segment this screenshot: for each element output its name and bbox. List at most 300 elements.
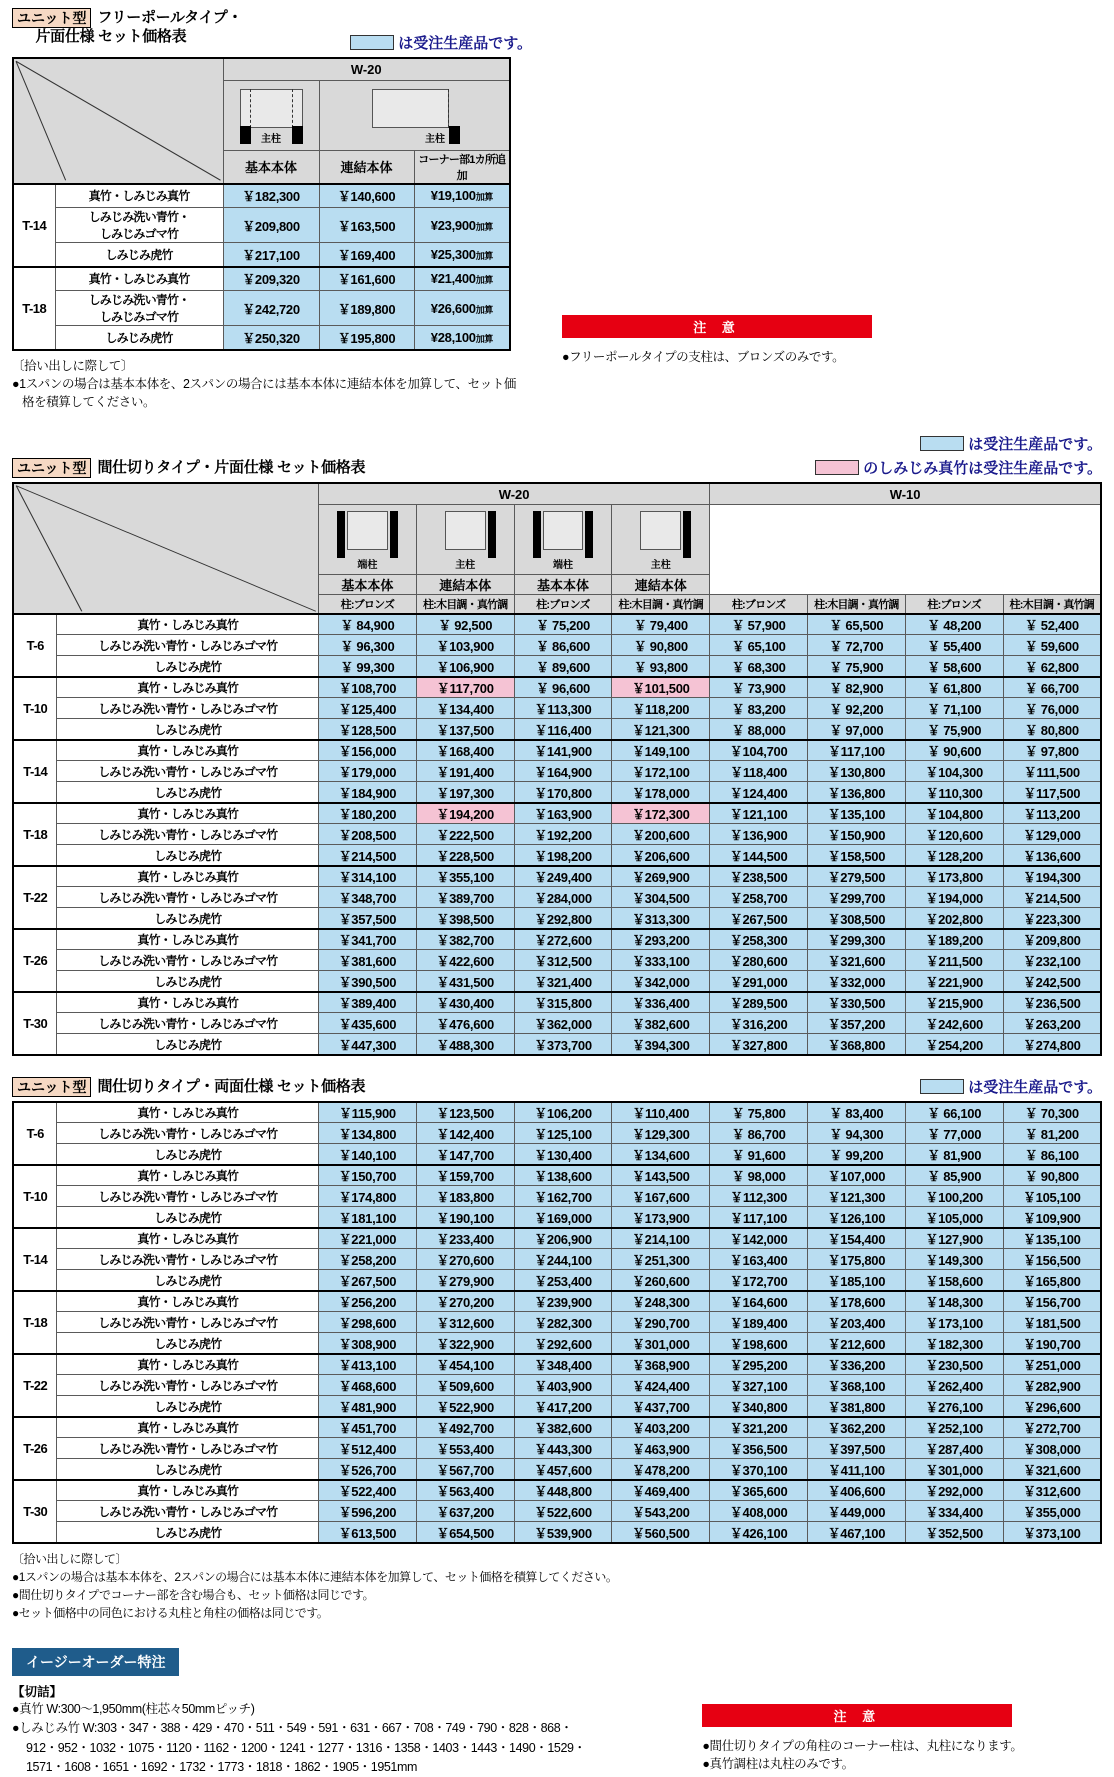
price-cell: ￥115,900 bbox=[319, 1102, 417, 1123]
price-cell: ￥113,300 bbox=[514, 698, 612, 719]
price-cell: ￥654,500 bbox=[416, 1522, 514, 1543]
price-cell: ￥463,900 bbox=[612, 1438, 710, 1459]
notice-text-table1: ●フリーポールタイプの支柱は、ブロンズのみです。 bbox=[562, 349, 845, 364]
tier-code-cell: T-10 bbox=[13, 677, 57, 740]
spec-cell: しみじみ虎竹 bbox=[57, 782, 319, 803]
price-cell: ￥301,000 bbox=[905, 1459, 1003, 1480]
table2-figure-2: 端柱 bbox=[514, 505, 612, 575]
price-cell: ￥ 93,800 bbox=[612, 656, 710, 677]
price-cell: ￥181,500 bbox=[1003, 1312, 1101, 1333]
price-cell: ￥312,600 bbox=[1003, 1480, 1101, 1501]
price-cell: ￥195,800 bbox=[319, 326, 414, 350]
spec-cell: 真竹・しみじみ真竹 bbox=[57, 614, 319, 635]
spec-cell: しみじみ洗い青竹・しみじみゴマ竹 bbox=[57, 950, 319, 971]
price-cell: ￥180,200 bbox=[319, 803, 417, 824]
price-cell: ￥107,000 bbox=[807, 1165, 905, 1186]
price-cell: ￥190,700 bbox=[1003, 1333, 1101, 1354]
price-cell: ￥381,800 bbox=[807, 1396, 905, 1417]
price-cell: ￥292,000 bbox=[905, 1480, 1003, 1501]
price-cell: ￥105,000 bbox=[905, 1207, 1003, 1228]
price-cell: ￥348,700 bbox=[319, 887, 417, 908]
price-cell: ￥121,300 bbox=[612, 719, 710, 740]
price-cell: ￥236,500 bbox=[1003, 992, 1101, 1013]
price-cell: ￥238,500 bbox=[710, 866, 808, 887]
price-cell: ￥ 97,000 bbox=[807, 719, 905, 740]
legend-blue-text-3: は受注生産品です。 bbox=[968, 1078, 1102, 1096]
tier-code-cell: T-18 bbox=[13, 803, 57, 866]
price-cell: ￥272,700 bbox=[1003, 1417, 1101, 1438]
table2-col-label-5: 柱:木目調・真竹調 bbox=[807, 595, 905, 614]
tier-code-cell: T-26 bbox=[13, 1417, 57, 1480]
price-cell: ￥382,600 bbox=[514, 1417, 612, 1438]
price-cell: ￥ 58,600 bbox=[905, 656, 1003, 677]
price-cell: ￥292,600 bbox=[514, 1333, 612, 1354]
price-cell: ￥168,400 bbox=[416, 740, 514, 761]
price-cell: ￥ 75,900 bbox=[905, 719, 1003, 740]
spec-cell: しみじみ虎竹 bbox=[57, 1207, 319, 1228]
price-cell: ￥223,300 bbox=[1003, 908, 1101, 929]
price-cell: ￥ 66,700 bbox=[1003, 677, 1101, 698]
tier-code-cell: T-14 bbox=[13, 1228, 57, 1291]
price-cell: ￥270,200 bbox=[416, 1291, 514, 1312]
price-cell: ￥137,500 bbox=[416, 719, 514, 740]
price-cell: ￥174,800 bbox=[319, 1186, 417, 1207]
price-cell: ￥158,600 bbox=[905, 1270, 1003, 1291]
price-cell: ￥ 75,800 bbox=[710, 1102, 808, 1123]
price-cell: ￥185,100 bbox=[807, 1270, 905, 1291]
spec-cell: しみじみ洗い青竹・しみじみゴマ竹 bbox=[57, 1186, 319, 1207]
price-cell: ￥ 77,000 bbox=[905, 1123, 1003, 1144]
price-cell: ￥130,400 bbox=[514, 1144, 612, 1165]
price-cell: ￥373,100 bbox=[1003, 1522, 1101, 1543]
price-cell: ￥370,100 bbox=[710, 1459, 808, 1480]
price-cell: ￥336,400 bbox=[612, 992, 710, 1013]
price-cell: ￥169,400 bbox=[319, 243, 414, 267]
price-cell: ￥ 91,600 bbox=[710, 1144, 808, 1165]
price-cell: ￥543,200 bbox=[612, 1501, 710, 1522]
legend-blue-table3 bbox=[920, 1076, 1102, 1097]
table-row bbox=[13, 326, 510, 350]
price-cell: ￥454,100 bbox=[416, 1354, 514, 1375]
price-cell: ￥ 70,300 bbox=[1003, 1102, 1101, 1123]
price-cell: ¥23,900加算 bbox=[414, 208, 510, 243]
price-cell: ￥ 98,000 bbox=[710, 1165, 808, 1186]
price-cell: ￥327,100 bbox=[710, 1375, 808, 1396]
price-cell: ￥352,500 bbox=[905, 1522, 1003, 1543]
price-cell: ￥290,700 bbox=[612, 1312, 710, 1333]
price-cell: ￥596,200 bbox=[319, 1501, 417, 1522]
price-cell: ￥135,100 bbox=[1003, 1228, 1101, 1249]
price-cell: ￥312,600 bbox=[416, 1312, 514, 1333]
spec-cell: しみじみ虎竹 bbox=[57, 1459, 319, 1480]
price-cell: ¥21,400加算 bbox=[414, 267, 510, 291]
price-cell: ￥239,900 bbox=[514, 1291, 612, 1312]
price-cell: ￥169,000 bbox=[514, 1207, 612, 1228]
table2-width-header-1: W-10 bbox=[710, 483, 1101, 505]
table2-col-label-7: 柱:木目調・真竹調 bbox=[1003, 595, 1101, 614]
tier-code-cell: T-18 bbox=[13, 1291, 57, 1354]
price-cell: ￥327,800 bbox=[710, 1034, 808, 1055]
price-cell: ￥356,500 bbox=[710, 1438, 808, 1459]
price-cell: ￥560,500 bbox=[612, 1522, 710, 1543]
price-cell: ￥101,500 bbox=[612, 677, 710, 698]
price-cell: ￥426,100 bbox=[710, 1522, 808, 1543]
price-cell: ￥ 65,100 bbox=[710, 635, 808, 656]
price-cell: ￥189,400 bbox=[710, 1312, 808, 1333]
price-cell: ￥104,800 bbox=[905, 803, 1003, 824]
blue-swatch-icon-3 bbox=[920, 1079, 964, 1094]
price-cell: ￥424,400 bbox=[612, 1375, 710, 1396]
spec-cell: しみじみ洗い青竹・しみじみゴマ竹 bbox=[57, 1013, 319, 1034]
spec-cell: しみじみ虎竹 bbox=[57, 1144, 319, 1165]
price-cell: ￥138,600 bbox=[514, 1165, 612, 1186]
price-cell: ￥189,200 bbox=[905, 929, 1003, 950]
table-row bbox=[13, 1291, 1101, 1312]
spec-cell: 真竹・しみじみ真竹 bbox=[57, 992, 319, 1013]
spec-cell: 真竹・しみじみ真竹 bbox=[57, 1417, 319, 1438]
price-cell: ¥25,300加算 bbox=[414, 243, 510, 267]
price-cell: ￥ 66,100 bbox=[905, 1102, 1003, 1123]
price-cell: ￥ 89,600 bbox=[514, 656, 612, 677]
tier-code-cell: T-30 bbox=[13, 1480, 57, 1543]
table3-footnote-1: ●1スパンの場合は基本本体を、2スパンの場合には基本本体に連結本体を加算して、セット価格を積算してください。 bbox=[12, 1569, 618, 1584]
price-cell: ￥282,900 bbox=[1003, 1375, 1101, 1396]
tier-code-cell: T-22 bbox=[13, 1354, 57, 1417]
tier-code-cell: T-22 bbox=[13, 866, 57, 929]
price-cell: ￥136,600 bbox=[1003, 845, 1101, 866]
price-cell: ￥202,800 bbox=[905, 908, 1003, 929]
table3-footnote-2: ●間仕切りタイプでコーナー部を含む場合も、セット価格は同じです。 bbox=[12, 1587, 375, 1602]
table2-body-label-0: 基本本体 bbox=[319, 575, 417, 595]
table-row bbox=[13, 291, 510, 326]
spec-cell: しみじみ洗い青竹・しみじみゴマ竹 bbox=[57, 1312, 319, 1333]
table-row bbox=[13, 614, 1101, 635]
easy-order-line2: ●しみじみ竹 W:303・347・388・429・470・511・549・591・631・667・708・749・790・828・868・ bbox=[12, 1721, 573, 1736]
price-cell: ￥ 80,800 bbox=[1003, 719, 1101, 740]
price-cell: ￥272,600 bbox=[514, 929, 612, 950]
spec-cell: しみじみ虎竹 bbox=[55, 243, 223, 267]
price-cell: ￥312,500 bbox=[514, 950, 612, 971]
table1-pillar-label-basic: 主柱 bbox=[261, 133, 281, 145]
price-cell: ￥304,500 bbox=[612, 887, 710, 908]
price-cell: ￥316,200 bbox=[710, 1013, 808, 1034]
price-cell: ￥274,800 bbox=[1003, 1034, 1101, 1055]
price-cell: ￥214,100 bbox=[612, 1228, 710, 1249]
spec-cell: 真竹・しみじみ真竹 bbox=[55, 267, 223, 291]
price-cell: ￥451,700 bbox=[319, 1417, 417, 1438]
price-cell: ￥263,200 bbox=[1003, 1013, 1101, 1034]
price-cell: ￥403,200 bbox=[612, 1417, 710, 1438]
table-row bbox=[13, 1354, 1101, 1375]
price-cell: ￥167,600 bbox=[612, 1186, 710, 1207]
price-cell: ￥200,600 bbox=[612, 824, 710, 845]
table2-figure-3: 主柱 bbox=[612, 505, 710, 575]
table-row bbox=[13, 1123, 1101, 1144]
table3-title bbox=[12, 1077, 365, 1097]
easy-order-line3: 912・952・1032・1075・1120・1162・1200・1241・1277・1316・1358・1403・1443・1490・1529・ bbox=[26, 1740, 586, 1755]
price-cell: ￥ 85,900 bbox=[905, 1165, 1003, 1186]
easy-order-line4: 1571・1608・1651・1692・1732・1773・1818・1862・1905・1951mm bbox=[26, 1760, 418, 1774]
spec-cell: しみじみ洗い青竹・しみじみゴマ竹 bbox=[57, 698, 319, 719]
price-cell: ￥149,100 bbox=[612, 740, 710, 761]
price-cell: ￥ 75,900 bbox=[807, 656, 905, 677]
price-cell: ￥403,900 bbox=[514, 1375, 612, 1396]
price-cell: ￥232,100 bbox=[1003, 950, 1101, 971]
price-cell: ￥357,500 bbox=[319, 908, 417, 929]
price-cell: ￥233,400 bbox=[416, 1228, 514, 1249]
price-cell: ￥116,400 bbox=[514, 719, 612, 740]
price-cell: ￥406,600 bbox=[807, 1480, 905, 1501]
price-cell: ￥206,600 bbox=[612, 845, 710, 866]
price-cell: ￥448,800 bbox=[514, 1480, 612, 1501]
price-cell: ￥314,100 bbox=[319, 866, 417, 887]
price-cell: ￥112,300 bbox=[710, 1186, 808, 1207]
price-cell: ￥422,600 bbox=[416, 950, 514, 971]
price-cell: ￥117,700 bbox=[416, 677, 514, 698]
spec-cell: しみじみ虎竹 bbox=[55, 326, 223, 350]
price-cell: ￥134,600 bbox=[612, 1144, 710, 1165]
table1-footnote-1: ●1スパンの場合は基本本体を、2スパンの場合には基本本体に連結本体を加算して、セット価 bbox=[12, 376, 517, 391]
price-cell: ￥417,200 bbox=[514, 1396, 612, 1417]
table-row bbox=[13, 635, 1101, 656]
spec-cell: 真竹・しみじみ真竹 bbox=[57, 740, 319, 761]
price-cell: ￥198,600 bbox=[710, 1333, 808, 1354]
price-cell: ￥127,900 bbox=[905, 1228, 1003, 1249]
price-cell: ￥330,500 bbox=[807, 992, 905, 1013]
table-row bbox=[13, 971, 1101, 992]
price-cell: ￥158,500 bbox=[807, 845, 905, 866]
spec-cell: しみじみ虎竹 bbox=[57, 908, 319, 929]
price-cell: ￥106,200 bbox=[514, 1102, 612, 1123]
price-cell: ￥276,100 bbox=[905, 1396, 1003, 1417]
spec-cell: 真竹・しみじみ真竹 bbox=[57, 929, 319, 950]
price-cell: ￥215,900 bbox=[905, 992, 1003, 1013]
spec-cell: しみじみ虎竹 bbox=[57, 1396, 319, 1417]
price-cell: ￥368,800 bbox=[807, 1034, 905, 1055]
table1-col-0: 基本本体 bbox=[223, 150, 319, 184]
table1-width-header: W-20 bbox=[223, 58, 510, 80]
price-cell: ￥553,400 bbox=[416, 1438, 514, 1459]
price-cell: ￥135,100 bbox=[807, 803, 905, 824]
price-cell: ￥108,700 bbox=[319, 677, 417, 698]
table1-footnote-head: 〔拾い出しに際して〕 bbox=[12, 358, 134, 373]
price-cell: ￥413,100 bbox=[319, 1354, 417, 1375]
price-cell: ¥26,600加算 bbox=[414, 291, 510, 326]
table-row bbox=[13, 1270, 1101, 1291]
price-cell: ￥468,600 bbox=[319, 1375, 417, 1396]
price-cell: ￥365,600 bbox=[710, 1480, 808, 1501]
table-row bbox=[13, 740, 1101, 761]
tier-code-cell: T-14 bbox=[13, 184, 55, 267]
table1-figure-basic bbox=[223, 80, 319, 150]
price-cell: ￥ 99,200 bbox=[807, 1144, 905, 1165]
price-cell: ￥ 79,400 bbox=[612, 614, 710, 635]
table-row bbox=[13, 866, 1101, 887]
table2-col-label-6: 柱:ブロンズ bbox=[905, 595, 1003, 614]
price-cell: ￥172,100 bbox=[612, 761, 710, 782]
price-cell: ￥230,500 bbox=[905, 1354, 1003, 1375]
price-cell: ￥567,700 bbox=[416, 1459, 514, 1480]
spec-cell: しみじみ洗い青竹・ しみじみゴマ竹 bbox=[55, 291, 223, 326]
partition-single-price-table bbox=[12, 482, 1102, 1056]
price-cell: ￥279,900 bbox=[416, 1270, 514, 1291]
price-cell: ￥189,800 bbox=[319, 291, 414, 326]
price-cell: ￥613,500 bbox=[319, 1522, 417, 1543]
notice-bottom-line2: ●真竹調柱は丸柱のみです。 bbox=[702, 1757, 854, 1771]
table-row bbox=[13, 761, 1101, 782]
price-cell: ￥481,900 bbox=[319, 1396, 417, 1417]
price-cell: ￥256,200 bbox=[319, 1291, 417, 1312]
price-cell: ￥128,200 bbox=[905, 845, 1003, 866]
price-cell: ￥165,800 bbox=[1003, 1270, 1101, 1291]
table2-body-label-2: 基本本体 bbox=[514, 575, 612, 595]
price-cell: ￥398,500 bbox=[416, 908, 514, 929]
price-cell: ￥397,500 bbox=[807, 1438, 905, 1459]
table-row bbox=[13, 887, 1101, 908]
price-cell: ￥140,100 bbox=[319, 1144, 417, 1165]
table-row bbox=[13, 803, 1101, 824]
table-row bbox=[13, 1102, 1101, 1123]
table3-footnote-3: ●セット価格中の同色における丸柱と角柱の価格は同じです。 bbox=[12, 1605, 329, 1620]
partition-double-price-table bbox=[12, 1101, 1102, 1544]
price-cell: ￥469,400 bbox=[612, 1480, 710, 1501]
price-cell: ￥124,400 bbox=[710, 782, 808, 803]
price-cell: ￥321,200 bbox=[710, 1417, 808, 1438]
legend-blue-table1 bbox=[350, 32, 532, 53]
unit-type-badge: ユニット型 bbox=[12, 8, 91, 28]
price-cell: ￥109,900 bbox=[1003, 1207, 1101, 1228]
table3-footnote-head: 〔拾い出しに際して〕 bbox=[12, 1551, 128, 1566]
price-cell: ￥267,500 bbox=[710, 908, 808, 929]
price-cell: ￥211,500 bbox=[905, 950, 1003, 971]
price-cell: ￥172,300 bbox=[612, 803, 710, 824]
price-cell: ￥110,300 bbox=[905, 782, 1003, 803]
price-cell: ￥251,300 bbox=[612, 1249, 710, 1270]
price-cell: ￥ 88,000 bbox=[710, 719, 808, 740]
price-cell: ￥141,900 bbox=[514, 740, 612, 761]
price-cell: ￥488,300 bbox=[416, 1034, 514, 1055]
price-cell: ￥184,900 bbox=[319, 782, 417, 803]
price-cell: ￥287,400 bbox=[905, 1438, 1003, 1459]
table2-corner-cell bbox=[13, 483, 319, 614]
price-cell: ￥467,100 bbox=[807, 1522, 905, 1543]
price-cell: ￥563,400 bbox=[416, 1480, 514, 1501]
price-cell: ￥183,800 bbox=[416, 1186, 514, 1207]
legend-pink-text: のしみじみ真竹は受注生産品です。 bbox=[863, 459, 1102, 477]
table-row bbox=[13, 1417, 1101, 1438]
price-cell: ￥258,300 bbox=[710, 929, 808, 950]
price-cell: ￥368,900 bbox=[612, 1354, 710, 1375]
price-cell: ￥381,600 bbox=[319, 950, 417, 971]
spec-cell: しみじみ虎竹 bbox=[57, 1522, 319, 1543]
price-cell: ￥150,700 bbox=[319, 1165, 417, 1186]
price-cell: ￥ 82,900 bbox=[807, 677, 905, 698]
price-cell: ￥191,400 bbox=[416, 761, 514, 782]
price-cell: ￥248,300 bbox=[612, 1291, 710, 1312]
table1-title-line1: フリーポールタイプ・ bbox=[97, 9, 243, 26]
spec-cell: しみじみ洗い青竹・しみじみゴマ竹 bbox=[57, 635, 319, 656]
price-cell: ￥ 97,800 bbox=[1003, 740, 1101, 761]
tier-code-cell: T-30 bbox=[13, 992, 57, 1055]
price-cell: ¥28,100加算 bbox=[414, 326, 510, 350]
price-cell: ￥209,800 bbox=[223, 208, 319, 243]
price-cell: ￥ 83,400 bbox=[807, 1102, 905, 1123]
price-cell: ￥123,500 bbox=[416, 1102, 514, 1123]
price-cell: ￥301,000 bbox=[612, 1333, 710, 1354]
price-cell: ￥170,800 bbox=[514, 782, 612, 803]
price-cell: ￥136,800 bbox=[807, 782, 905, 803]
spec-cell: しみじみ虎竹 bbox=[57, 1034, 319, 1055]
price-cell: ￥128,500 bbox=[319, 719, 417, 740]
tier-code-cell: T-6 bbox=[13, 1102, 57, 1165]
price-cell: ￥315,800 bbox=[514, 992, 612, 1013]
price-cell: ￥492,700 bbox=[416, 1417, 514, 1438]
price-cell: ￥254,200 bbox=[905, 1034, 1003, 1055]
price-cell: ￥130,800 bbox=[807, 761, 905, 782]
price-cell: ￥293,200 bbox=[612, 929, 710, 950]
table-row bbox=[13, 1480, 1101, 1501]
price-cell: ￥ 90,800 bbox=[1003, 1165, 1101, 1186]
price-cell: ￥ 86,600 bbox=[514, 635, 612, 656]
blue-swatch-icon-2 bbox=[920, 436, 964, 451]
table2-body-label-3: 連結本体 bbox=[612, 575, 710, 595]
price-cell: ¥19,100加算 bbox=[414, 184, 510, 208]
price-cell: ￥ 48,200 bbox=[905, 614, 1003, 635]
price-cell: ￥ 65,500 bbox=[807, 614, 905, 635]
table2-title-text: 間仕切りタイプ・片面仕様 セット価格表 bbox=[97, 458, 366, 476]
price-cell: ￥159,700 bbox=[416, 1165, 514, 1186]
table-row bbox=[13, 1034, 1101, 1055]
legend-pink-table2 bbox=[815, 457, 1102, 478]
price-cell: ￥ 81,200 bbox=[1003, 1123, 1101, 1144]
price-cell: ￥209,800 bbox=[1003, 929, 1101, 950]
table-row bbox=[13, 267, 510, 291]
table2-col-label-4: 柱:ブロンズ bbox=[710, 595, 808, 614]
table1-title bbox=[12, 8, 242, 46]
table-row bbox=[13, 656, 1101, 677]
price-cell: ￥ 94,300 bbox=[807, 1123, 905, 1144]
price-cell: ￥333,100 bbox=[612, 950, 710, 971]
spec-cell: 真竹・しみじみ真竹 bbox=[55, 184, 223, 208]
table-row bbox=[13, 824, 1101, 845]
price-cell: ￥154,400 bbox=[807, 1228, 905, 1249]
price-cell: ￥ 61,800 bbox=[905, 677, 1003, 698]
table2-figure-1: 主柱 bbox=[416, 505, 514, 575]
tier-code-cell: T-10 bbox=[13, 1165, 57, 1228]
price-cell: ￥142,000 bbox=[710, 1228, 808, 1249]
table1-col-2: コーナー部1カ所追加 bbox=[414, 150, 510, 184]
price-cell: ￥ 90,600 bbox=[905, 740, 1003, 761]
price-cell: ￥ 99,300 bbox=[319, 656, 417, 677]
spec-cell: 真竹・しみじみ真竹 bbox=[57, 1165, 319, 1186]
price-cell: ￥253,400 bbox=[514, 1270, 612, 1291]
price-cell: ￥340,800 bbox=[710, 1396, 808, 1417]
price-cell: ￥173,900 bbox=[612, 1207, 710, 1228]
notice-bottom-line1: ●間仕切りタイプの角柱のコーナー柱は、丸柱になります。 bbox=[702, 1738, 1023, 1753]
price-cell: ￥136,900 bbox=[710, 824, 808, 845]
price-cell: ￥279,500 bbox=[807, 866, 905, 887]
table2-col-label-3: 柱:木目調・真竹調 bbox=[612, 595, 710, 614]
price-cell: ￥373,700 bbox=[514, 1034, 612, 1055]
spec-cell: しみじみ虎竹 bbox=[57, 1333, 319, 1354]
price-cell: ￥104,300 bbox=[905, 761, 1003, 782]
price-cell: ￥104,700 bbox=[710, 740, 808, 761]
spec-cell: 真竹・しみじみ真竹 bbox=[57, 866, 319, 887]
table-row bbox=[13, 1459, 1101, 1480]
price-cell: ￥244,100 bbox=[514, 1249, 612, 1270]
spec-cell: 真竹・しみじみ真竹 bbox=[57, 1291, 319, 1312]
price-cell: ￥149,300 bbox=[905, 1249, 1003, 1270]
